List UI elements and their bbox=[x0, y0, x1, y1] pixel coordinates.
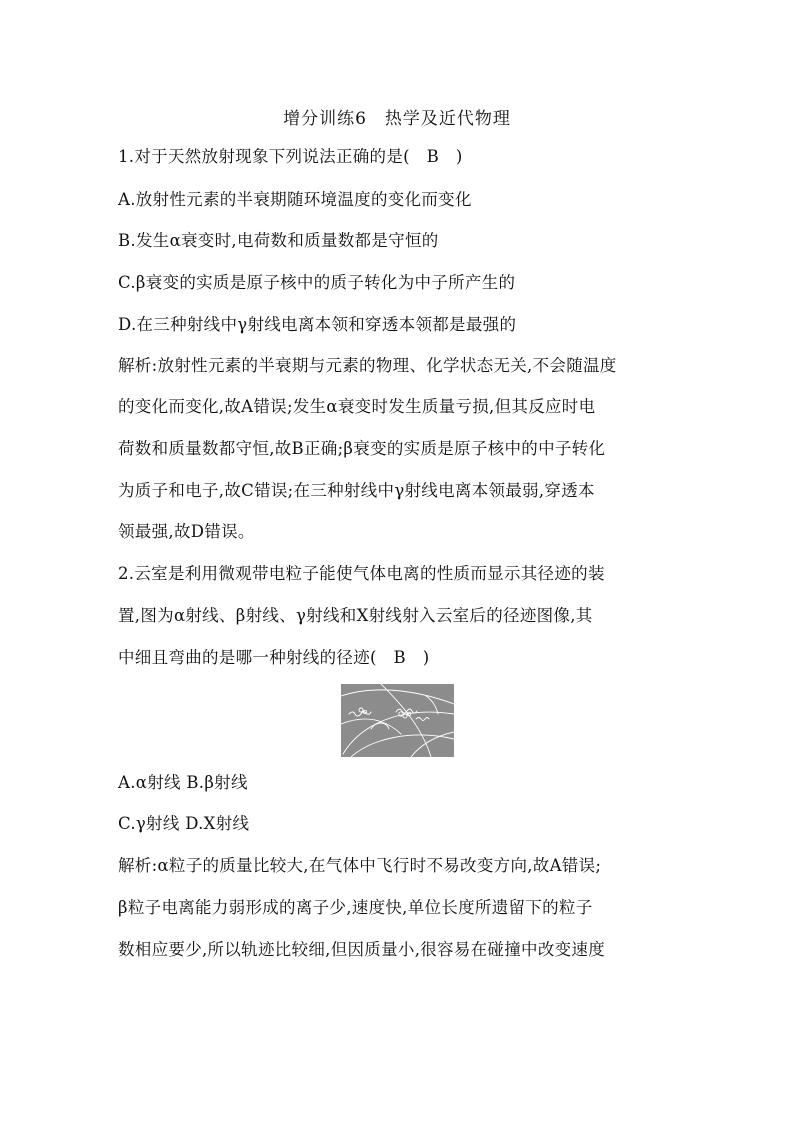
question-1-stem: 1.对于天然放射现象下列说法正确的是( B ) bbox=[118, 147, 463, 166]
question-2-analysis-line: 解析:α粒子的质量比较大,在气体中飞行时不易改变方向,故A错误; bbox=[118, 856, 602, 875]
question-1-analysis-line: 领最强,故D错误。 bbox=[118, 522, 255, 541]
question-2-options-line: C.γ射线 D.X射线 bbox=[118, 814, 250, 833]
question-1-analysis-line: 的变化而变化,故A错误;发生α衰变时发生质量亏损,但其反应时电 bbox=[118, 397, 596, 416]
cloud-chamber-tracks-image bbox=[341, 684, 454, 757]
question-1-option-c: C.β衰变的实质是原子核中的质子转化为中子所产生的 bbox=[118, 273, 516, 292]
question-1-option-b: B.发生α衰变时,电荷数和质量数都是守恒的 bbox=[118, 231, 439, 250]
question-1-analysis-line: 荷数和质量数都守恒,故B正确;β衰变的实质是原子核中的中子转化 bbox=[118, 439, 606, 458]
question-2-stem-line: 2.云室是利用微观带电粒子能使气体电离的性质而显示其径迹的装 bbox=[118, 564, 605, 583]
page-title: 增分训练6 热学及近代物理 bbox=[283, 109, 511, 129]
question-2-options-line: A.α射线 B.β射线 bbox=[118, 773, 248, 792]
question-2-analysis-line: 数相应要少,所以轨迹比较细,但因质量小,很容易在碰撞中改变速度 bbox=[118, 940, 606, 959]
question-1-option-d: D.在三种射线中γ射线电离本领和穿透本领都是最强的 bbox=[118, 315, 517, 334]
question-1-analysis-line: 为质子和电子,故C错误;在三种射线中γ射线电离本领最弱,穿透本 bbox=[118, 481, 595, 500]
question-1-analysis-line: 解析:放射性元素的半衰期与元素的物理、化学状态无关,不会随温度 bbox=[118, 356, 617, 375]
question-1-option-a: A.放射性元素的半衰期随环境温度的变化而变化 bbox=[118, 190, 472, 209]
cloud-chamber-tracks-figure bbox=[341, 684, 454, 757]
question-2-stem-line: 中细且弯曲的是哪一种射线的径迹( B ) bbox=[118, 648, 430, 667]
question-2-stem-line: 置,图为α射线、β射线、γ射线和X射线射入云室后的径迹图像,其 bbox=[118, 606, 593, 625]
question-2-analysis-line: β粒子电离能力弱形成的离子少,速度快,单位长度所遗留下的粒子 bbox=[118, 898, 593, 917]
